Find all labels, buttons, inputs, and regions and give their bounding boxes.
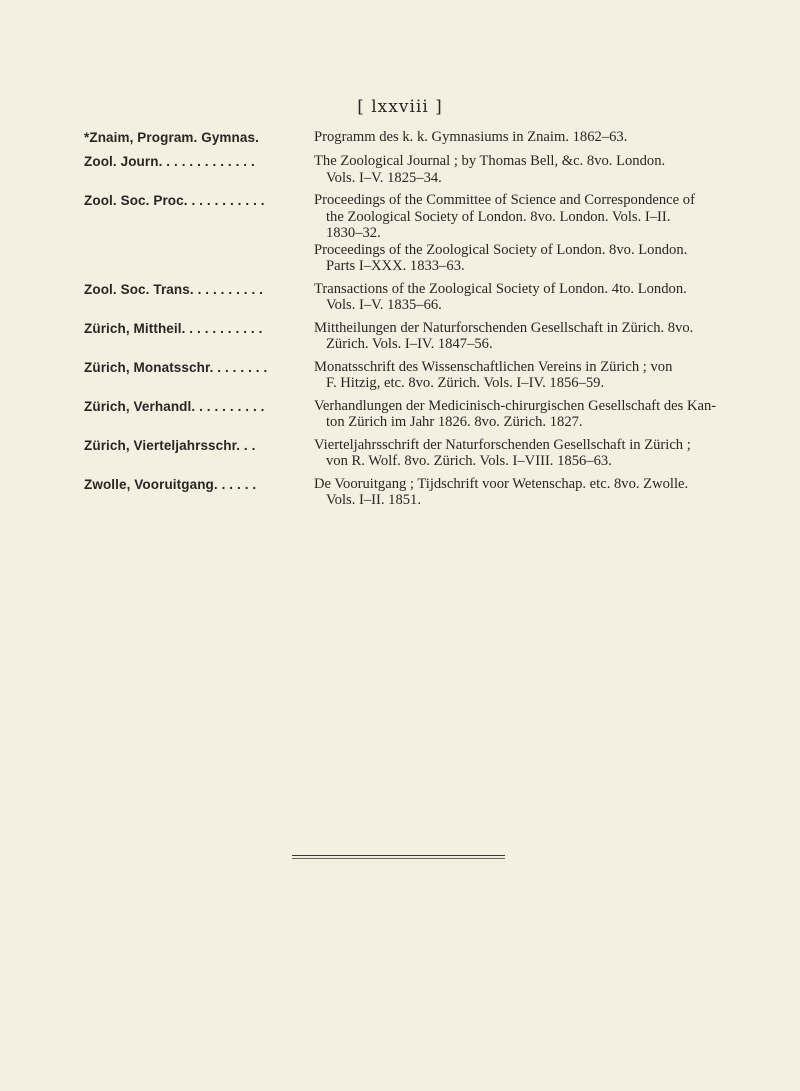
entry-abbreviation: Zürich, Mittheil. . . . . . . . . . . [84,320,263,336]
list-entry [84,281,774,314]
entry-line: the Zoological Society of London. 8vo. London. Vols. I–II. [326,208,671,225]
entry-full-title [314,437,774,470]
abbreviations-list [84,129,774,509]
entry-line: Transactions of the Zoological Society of London. 4to. London. [314,280,687,297]
entry-line: F. Hitzig, etc. 8vo. Zürich. Vols. I–IV. 1856–59. [326,375,605,391]
page-number-header: [ lxxviii ] [357,97,443,117]
list-entry [84,359,774,392]
entry-line: Vierteljahrsschrift der Naturforschenden Gesellschaft in Zürich ; [314,436,691,453]
list-entry [84,437,774,470]
entry-full-title [314,359,774,392]
entry-full-title [314,129,774,146]
list-entry [84,129,774,147]
entry-line: De Vooruitgang ; Tijdschrift voor Wetenschap. etc. 8vo. Zwolle. [314,475,689,492]
entry-line: Proceedings of the Zoological Society of London. 8vo. London. [314,241,688,258]
entry-full-title [314,398,774,431]
end-rule [292,855,505,856]
entry-line: ton Zürich im Jahr 1826. 8vo. Zürich. 1827. [326,414,583,430]
entry-line: Vols. I–V. 1835–66. [326,297,442,313]
entry-abbreviation: Zool. Journ. . . . . . . . . . . . . [84,154,255,169]
entry-abbreviation: Zürich, Monatsschr. . . . . . . . [84,359,268,375]
entry-line: Programm des k. k. Gymnasiums in Znaim. 1862–63. [314,129,628,145]
entry-line: Parts I–XXX. 1833–63. [326,258,465,274]
entry-line: Proceedings of the Committee of Science and Correspondence of [314,192,695,208]
entry-abbreviation: Zool. Soc. Proc. . . . . . . . . . . [84,193,265,208]
entry-full-title [314,281,774,314]
entry-line: Verhandlungen der Medicinisch-chirurgischen Gesellschaft des Kan- [314,397,717,414]
entry-line: Monatsschrift des Wissenschaftlichen Vereins in Zürich ; von [314,358,673,375]
entry-abbreviation: Zürich, Verhandl. . . . . . . . . . [84,398,265,414]
entry-line: Mittheilungen der Naturforschenden Gesellschaft in Zürich. 8vo. [314,319,694,336]
entry-line: von R. Wolf. 8vo. Zürich. Vols. I–VIII. 1856–63. [326,453,612,469]
entry-abbreviation: Zürich, Vierteljahrsschr. . . [84,437,256,453]
end-rule-secondary [292,858,505,859]
entry-line: Vols. I–V. 1825–34. [326,169,442,186]
entry-full-title [314,192,774,275]
entry-full-title [314,320,774,353]
entry-full-title [314,476,774,509]
list-entry [84,320,774,353]
entry-abbreviation: Zool. Soc. Trans. . . . . . . . . . [84,281,264,297]
list-entry [84,398,774,431]
entry-abbreviation: Zwolle, Vooruitgang. . . . . . [84,476,257,492]
list-entry [84,153,774,186]
entry-abbreviation: *Znaim, Program. Gymnas. [84,130,259,145]
entry-line: The Zoological Journal ; by Thomas Bell, &c. 8vo. London. [314,153,666,169]
entry-line: Zürich. Vols. I–IV. 1847–56. [326,336,493,352]
entry-line: Vols. I–II. 1851. [326,492,421,508]
entry-full-title [314,153,774,186]
list-entry [84,476,774,509]
list-entry [84,192,774,275]
entry-line: 1830–32. [326,225,381,241]
